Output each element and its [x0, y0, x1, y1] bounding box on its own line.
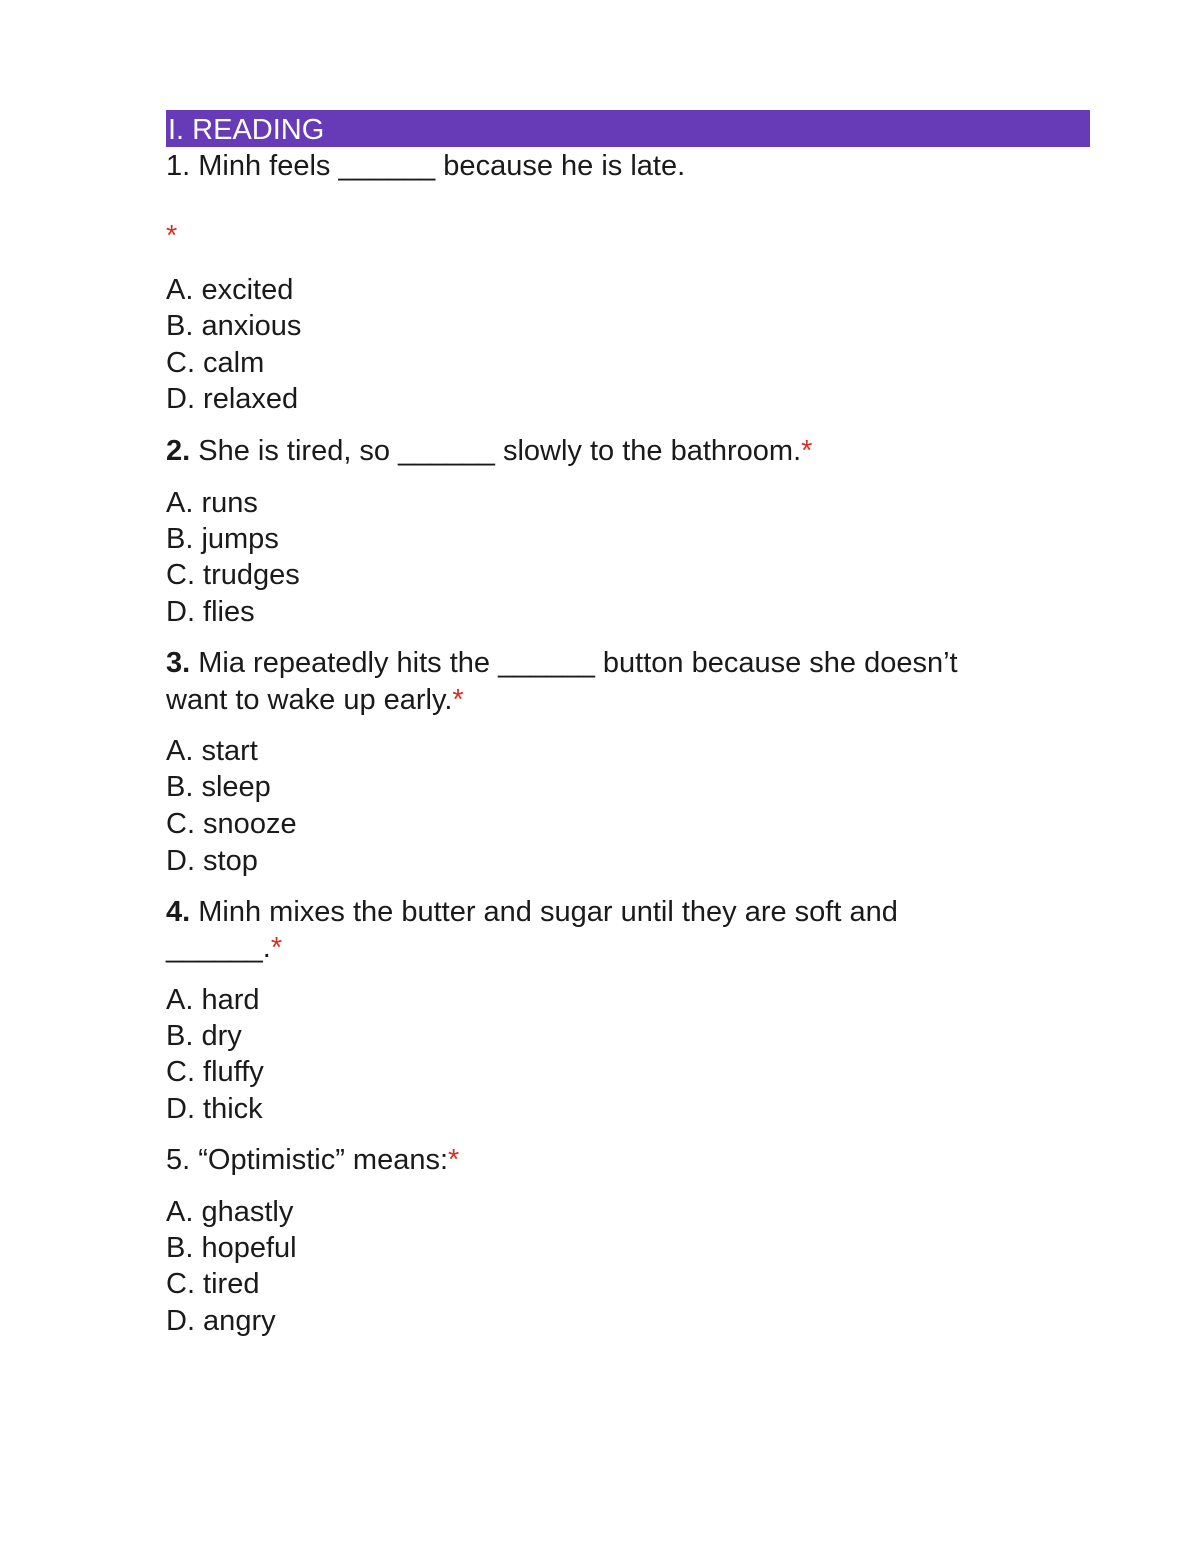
question-3-option-a[interactable]: A. start [166, 735, 258, 767]
question-5-text: “Optimistic” means: [198, 1144, 449, 1176]
question-1-required-mark: * [166, 220, 178, 252]
question-3-option-c[interactable]: C. snooze [166, 808, 297, 840]
question-4-option-d[interactable]: D. thick [166, 1093, 263, 1125]
question-1-prompt [166, 148, 685, 184]
question-4-required-mark: * [270, 932, 283, 964]
question-5-required-mark: * [448, 1144, 460, 1176]
question-4-option-a[interactable]: A. hard [166, 984, 260, 1016]
question-4-number: 4. [166, 896, 191, 928]
question-1-text: Minh feels ______ because he is late. [198, 150, 686, 182]
question-3-text-line1: Mia repeatedly hits the ______ button because she doesn’t [198, 647, 958, 679]
question-5-option-d[interactable]: D. angry [166, 1305, 276, 1337]
question-5-option-c[interactable]: C. tired [166, 1268, 260, 1300]
question-2-text: She is tired, so ______ slowly to the bathroom. [198, 435, 802, 467]
question-4-text-line1: Minh mixes the butter and sugar until they are soft and [198, 896, 898, 928]
question-5-option-a[interactable]: A. ghastly [166, 1196, 294, 1228]
question-1-option-a[interactable]: A. excited [166, 274, 294, 306]
question-5-option-b[interactable]: B. hopeful [166, 1232, 297, 1264]
question-2-prompt [166, 433, 812, 469]
question-4-option-c[interactable]: C. fluffy [166, 1056, 264, 1088]
question-2-required-mark: * [801, 435, 813, 467]
question-2-option-b[interactable]: B. jumps [166, 523, 279, 555]
question-3-text-line2: want to wake up early. [166, 684, 453, 716]
section-header: I. READING [166, 110, 1090, 147]
question-1-option-b[interactable]: B. anxious [166, 310, 302, 342]
question-5-prompt [166, 1142, 459, 1178]
question-4-option-b[interactable]: B. dry [166, 1020, 242, 1052]
question-5-number: 5. [166, 1144, 191, 1176]
question-3-prompt-continued [166, 682, 464, 718]
question-3-required-mark: * [452, 684, 464, 716]
question-2-option-d[interactable]: D. flies [166, 596, 255, 628]
question-4-prompt [166, 894, 898, 930]
question-2-option-a[interactable]: A. runs [166, 487, 258, 519]
question-3-prompt [166, 645, 958, 681]
question-1-number: 1. [166, 150, 191, 182]
question-2-number: 2. [166, 435, 191, 467]
question-3-number: 3. [166, 647, 191, 679]
question-4-text-line2: ______. [166, 932, 271, 964]
question-4-prompt-continued [166, 930, 282, 966]
question-1-option-d[interactable]: D. relaxed [166, 383, 299, 415]
question-2-option-c[interactable]: C. trudges [166, 559, 300, 591]
question-3-option-d[interactable]: D. stop [166, 845, 258, 877]
question-1-option-c[interactable]: C. calm [166, 347, 265, 379]
question-3-option-b[interactable]: B. sleep [166, 771, 271, 803]
